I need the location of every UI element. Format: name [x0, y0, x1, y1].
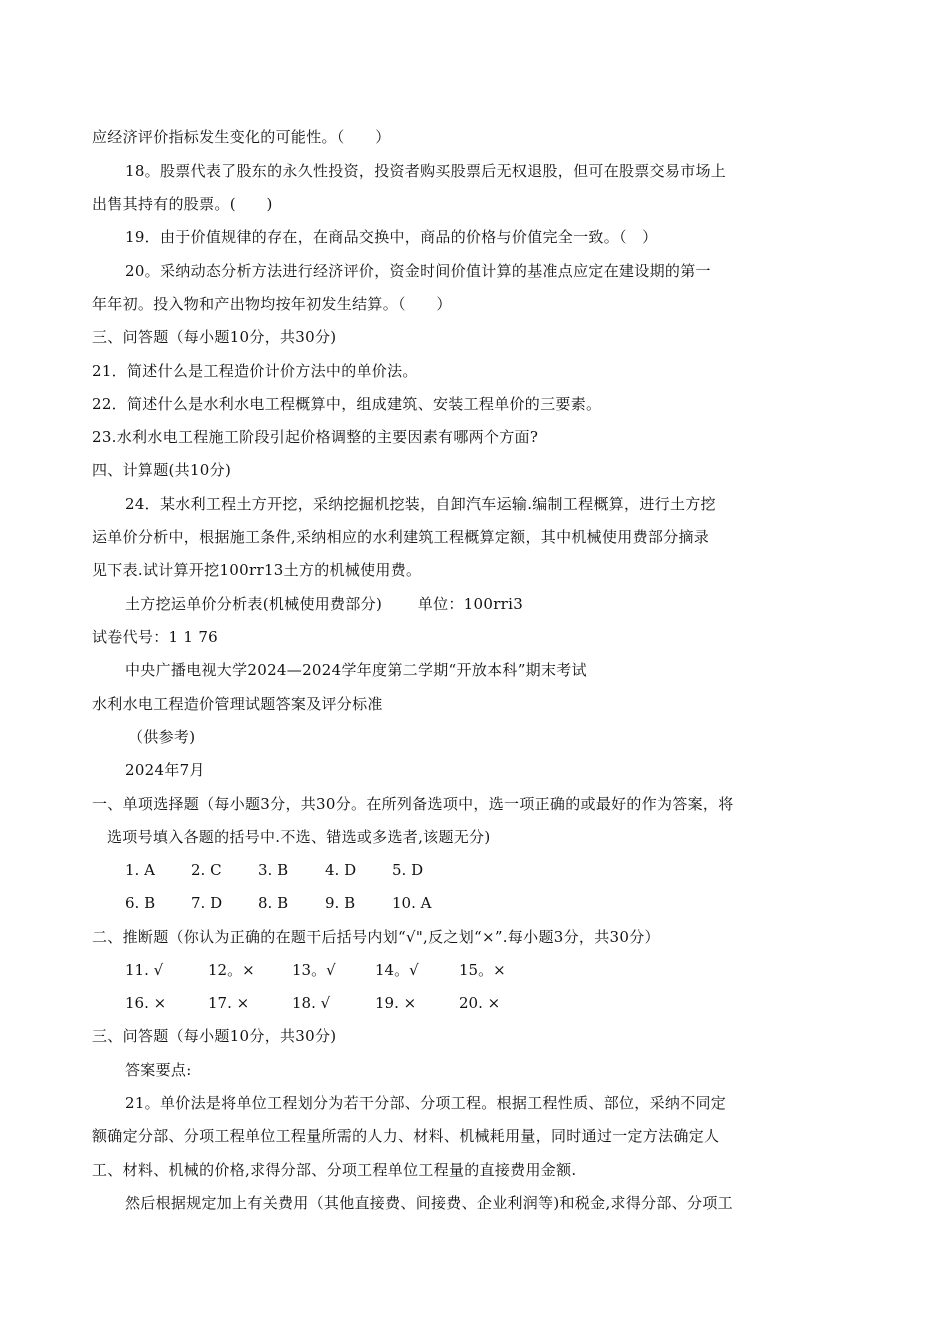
text-line: 应经济评价指标发生变化的可能性。（ ） — [92, 128, 391, 146]
answer-item: 20. × — [459, 994, 501, 1012]
text-line: 工、材料、机械的价格,求得分部、分项工程单位工程量的直接费用金额. — [92, 1161, 577, 1179]
text-line: 额确定分部、分项工程单位工程量所需的人力、材料、机械耗用量，同时通过一定方法确定人 — [92, 1127, 720, 1145]
text-line: 选项号填入各题的括号中.不选、错选或多选者,该题无分) — [107, 828, 491, 846]
text-line: 21。单价法是将单位工程划分为若干分部、分项工程。根据工程性质、部位，采纳不同定 — [125, 1094, 727, 1112]
answer-item: 2. C — [191, 861, 222, 879]
answer-title: 水利水电工程造价管理试题答案及评分标准 — [92, 695, 383, 713]
answer-item: 1. A — [125, 861, 155, 879]
text-line: 23.水利水电工程施工阶段引起价格调整的主要因素有哪两个方面? — [92, 428, 539, 446]
text-line: 运单价分析中，根据施工条件,采纳相应的水利建筑工程概算定额，其中机械使用费部分摘录 — [92, 528, 710, 546]
reference-note: （供参考) — [128, 728, 196, 746]
answer-item: 7. D — [191, 894, 223, 912]
answer-item: 6. B — [125, 894, 156, 912]
section-heading: 二、推断题（你认为正确的在题干后括号内划“√",反之划“×”.每小题3分，共30分） — [92, 928, 660, 946]
text-line: 然后根据规定加上有关费用（其他直接费、间接费、企业利润等)和税金,求得分部、分项工 — [125, 1194, 733, 1212]
text-line: 24．某水利工程土方开挖，采纳挖掘机挖装，自卸汽车运输.编制工程概算，进行土方挖 — [125, 495, 716, 513]
answer-item: 12。× — [208, 961, 255, 979]
answer-item: 18. √ — [292, 994, 331, 1012]
text-line: 20。采纳动态分析方法进行经济评价，资金时间价值计算的基准点应定在建设期的第一 — [125, 262, 711, 280]
text-line: 19．由于价值规律的存在，在商品交换中，商品的价格与价值完全一致。（ ） — [125, 228, 658, 246]
section-heading: 四、计算题(共10分) — [92, 461, 232, 479]
text-line: 年年初。投入物和产出物均按年初发生结算。（ ） — [92, 295, 452, 313]
text-line: 21．简述什么是工程造价计价方法中的单价法。 — [92, 362, 418, 380]
answer-item: 19. × — [375, 994, 417, 1012]
answer-item: 4. D — [325, 861, 357, 879]
exam-title: 中央广播电视大学2024—2024学年度第二学期“开放本科”期末考试 — [125, 661, 587, 679]
answer-item: 11. √ — [125, 961, 164, 979]
answer-item: 16. × — [125, 994, 167, 1012]
text-line: 18。股票代表了股东的永久性投资，投资者购买股票后无权退股，但可在股票交易市场上 — [125, 162, 727, 180]
answer-item: 15。× — [459, 961, 506, 979]
answer-item: 14。√ — [375, 961, 419, 979]
exam-date: 2024年7月 — [125, 761, 205, 779]
answer-item: 13。√ — [292, 961, 336, 979]
text-line: 22．简述什么是水利水电工程概算中，组成建筑、安装工程单价的三要素。 — [92, 395, 602, 413]
text-line: 见下表.试计算开挖100rr13土方的机械使用费。 — [92, 561, 422, 579]
exam-code: 试卷代号：1 1 76 — [92, 628, 219, 646]
table-caption: 土方挖运单价分析表(机械使用费部分) 单位：100rri3 — [125, 595, 524, 613]
section-heading: 一、单项选择题（每小题3分，共30分。在所列备选项中，选一项正确的或最好的作为答案，将 — [92, 795, 734, 813]
answer-item: 10. A — [392, 894, 432, 912]
answer-item: 8. B — [258, 894, 289, 912]
section-heading: 三、问答题（每小题10分，共30分) — [92, 328, 337, 346]
text-line: 答案要点: — [125, 1061, 192, 1079]
answer-item: 17. × — [208, 994, 250, 1012]
section-heading: 三、问答题（每小题10分，共30分) — [92, 1027, 337, 1045]
answer-item: 3. B — [258, 861, 289, 879]
text-line: 出售其持有的股票。( ) — [92, 195, 273, 213]
answer-item: 5. D — [392, 861, 424, 879]
answer-item: 9. B — [325, 894, 356, 912]
